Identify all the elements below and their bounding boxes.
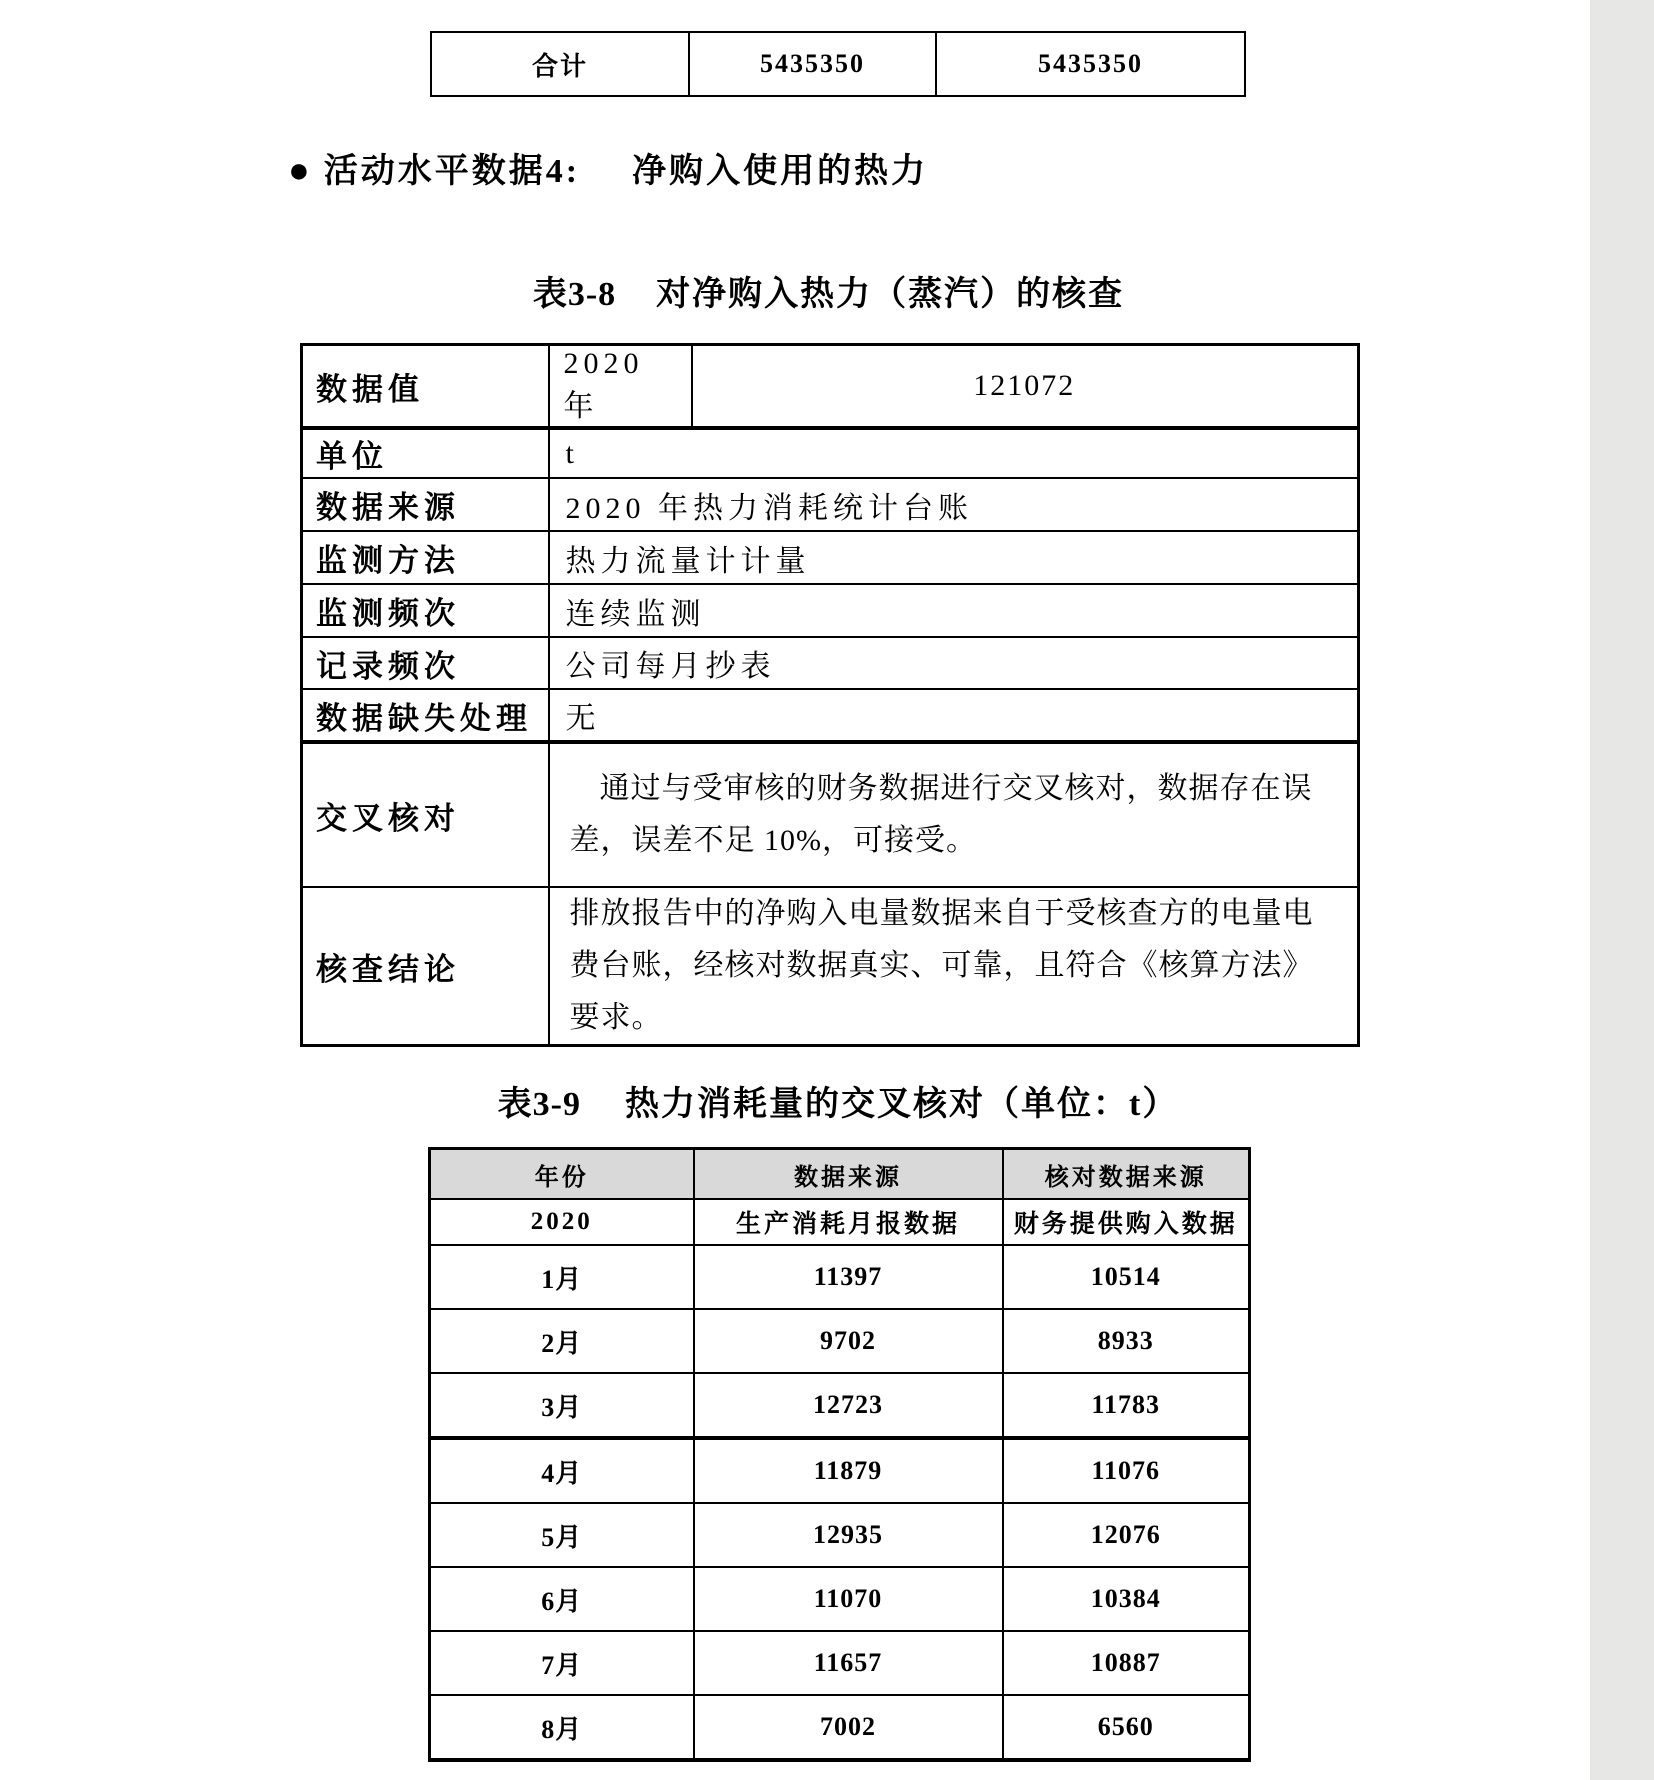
t38-value-cell: 热力流量计计量 xyxy=(549,531,1359,584)
t39-cell: 2020 xyxy=(430,1199,694,1245)
t38-value-cell: 公司每月抄表 xyxy=(549,637,1359,689)
table-3-9-data-row xyxy=(430,1567,1250,1631)
table-3-8-number: 表3-8 xyxy=(532,276,617,313)
t39-cell: 6月 xyxy=(430,1567,694,1631)
t39-cell: 12723 xyxy=(694,1373,1003,1438)
table-3-8-caption xyxy=(300,266,1357,315)
totals-table xyxy=(430,31,1246,97)
t39-cell: 11397 xyxy=(694,1245,1003,1309)
t38-row-label: 记录频次 xyxy=(302,637,549,689)
t38-year-cell: 2020 年 xyxy=(549,345,692,429)
table-3-8-row xyxy=(302,742,1359,887)
table-3-9 xyxy=(428,1147,1251,1762)
table-3-8-row xyxy=(302,531,1359,584)
table-3-8-row xyxy=(302,345,1359,429)
t39-cell: 11783 xyxy=(1003,1373,1250,1438)
table-3-9-subheader-row xyxy=(430,1199,1250,1245)
t39-cell: 生产消耗月报数据 xyxy=(694,1199,1003,1245)
t38-row-label: 监测方法 xyxy=(302,531,549,584)
scan-edge-gutter xyxy=(1590,0,1622,1780)
t39-cell: 12076 xyxy=(1003,1503,1250,1567)
t39-cell: 数据来源 xyxy=(694,1149,1003,1200)
table-3-9-data-row xyxy=(430,1503,1250,1567)
table-3-8-row xyxy=(302,478,1359,531)
bullet-icon: ● xyxy=(288,150,310,190)
table-3-9-caption xyxy=(428,1076,1248,1125)
totals-value-cell: 5435350 xyxy=(689,32,936,96)
table-3-8 xyxy=(300,343,1360,1047)
t38-row-label: 数据缺失处理 xyxy=(302,689,549,742)
totals-value-cell: 5435350 xyxy=(936,32,1245,96)
table-3-8-row xyxy=(302,689,1359,742)
t38-row-label: 交叉核对 xyxy=(302,742,549,887)
table-3-9-data-row xyxy=(430,1438,1250,1503)
t39-cell: 12935 xyxy=(694,1503,1003,1567)
table-3-9-number: 表3-9 xyxy=(497,1086,581,1123)
table-3-9-data-row xyxy=(430,1695,1250,1760)
t38-row-label: 数据来源 xyxy=(302,478,549,531)
t38-row-label: 监测频次 xyxy=(302,584,549,637)
t39-cell: 9702 xyxy=(694,1309,1003,1373)
table-3-9-title-text: 热力消耗量的交叉核对（单位：t） xyxy=(625,1086,1179,1123)
table-3-8-row xyxy=(302,637,1359,689)
t39-cell: 10514 xyxy=(1003,1245,1250,1309)
t39-cell: 11076 xyxy=(1003,1438,1250,1503)
t39-cell: 8933 xyxy=(1003,1309,1250,1373)
t38-value-cell: 通过与受审核的财务数据进行交叉核对，数据存在误差，误差不足 10%，可接受。 xyxy=(549,742,1359,887)
t39-cell: 11657 xyxy=(694,1631,1003,1695)
t39-cell: 11070 xyxy=(694,1567,1003,1631)
t38-value-cell: 121072 xyxy=(692,345,1359,429)
t39-cell: 核对数据来源 xyxy=(1003,1149,1250,1200)
t38-value-cell: 排放报告中的净购入电量数据来自于受核查方的电量电费台账，经核对数据真实、可靠，且符合《核算方法》要求。 xyxy=(549,887,1359,1046)
t38-row-label: 数据值 xyxy=(302,345,549,429)
section-heading xyxy=(288,143,928,192)
table-3-9-header-row xyxy=(430,1149,1250,1200)
t39-cell: 5月 xyxy=(430,1503,694,1567)
table-3-9-data-row xyxy=(430,1309,1250,1373)
totals-label-cell: 合计 xyxy=(431,32,689,96)
t39-cell: 4月 xyxy=(430,1438,694,1503)
t39-cell: 2月 xyxy=(430,1309,694,1373)
t39-cell: 7002 xyxy=(694,1695,1003,1760)
t39-cell: 10887 xyxy=(1003,1631,1250,1695)
t38-value-cell: 无 xyxy=(549,689,1359,742)
table-3-9-data-row xyxy=(430,1631,1250,1695)
table-3-8-row xyxy=(302,428,1359,478)
t39-cell: 7月 xyxy=(430,1631,694,1695)
t38-value-cell: 连续监测 xyxy=(549,584,1359,637)
t39-cell: 10384 xyxy=(1003,1567,1250,1631)
table-3-9-body xyxy=(430,1149,1250,1761)
t38-row-label: 核查结论 xyxy=(302,887,549,1046)
t39-cell: 6560 xyxy=(1003,1695,1250,1760)
table-3-8-row xyxy=(302,584,1359,637)
t39-cell: 3月 xyxy=(430,1373,694,1438)
t38-value-cell: 2020 年热力消耗统计台账 xyxy=(549,478,1359,531)
table-3-8-body xyxy=(302,345,1359,1046)
t38-value-cell: t xyxy=(549,428,1359,478)
table-3-8-title-text: 对净购入热力（蒸汽）的核查 xyxy=(656,276,1125,313)
section-heading-title: 净购入使用的热力 xyxy=(632,153,929,190)
t39-cell: 财务提供购入数据 xyxy=(1003,1199,1250,1245)
t39-cell: 8月 xyxy=(430,1695,694,1760)
t38-row-label: 单位 xyxy=(302,428,549,478)
t39-cell: 1月 xyxy=(430,1245,694,1309)
section-heading-label: 活动水平数据4: xyxy=(323,153,581,190)
t39-cell: 11879 xyxy=(694,1438,1003,1503)
totals-row xyxy=(431,32,1245,96)
table-3-9-data-row xyxy=(430,1245,1250,1309)
table-3-8-row xyxy=(302,887,1359,1046)
table-3-9-data-row xyxy=(430,1373,1250,1438)
t39-cell: 年份 xyxy=(430,1149,694,1200)
